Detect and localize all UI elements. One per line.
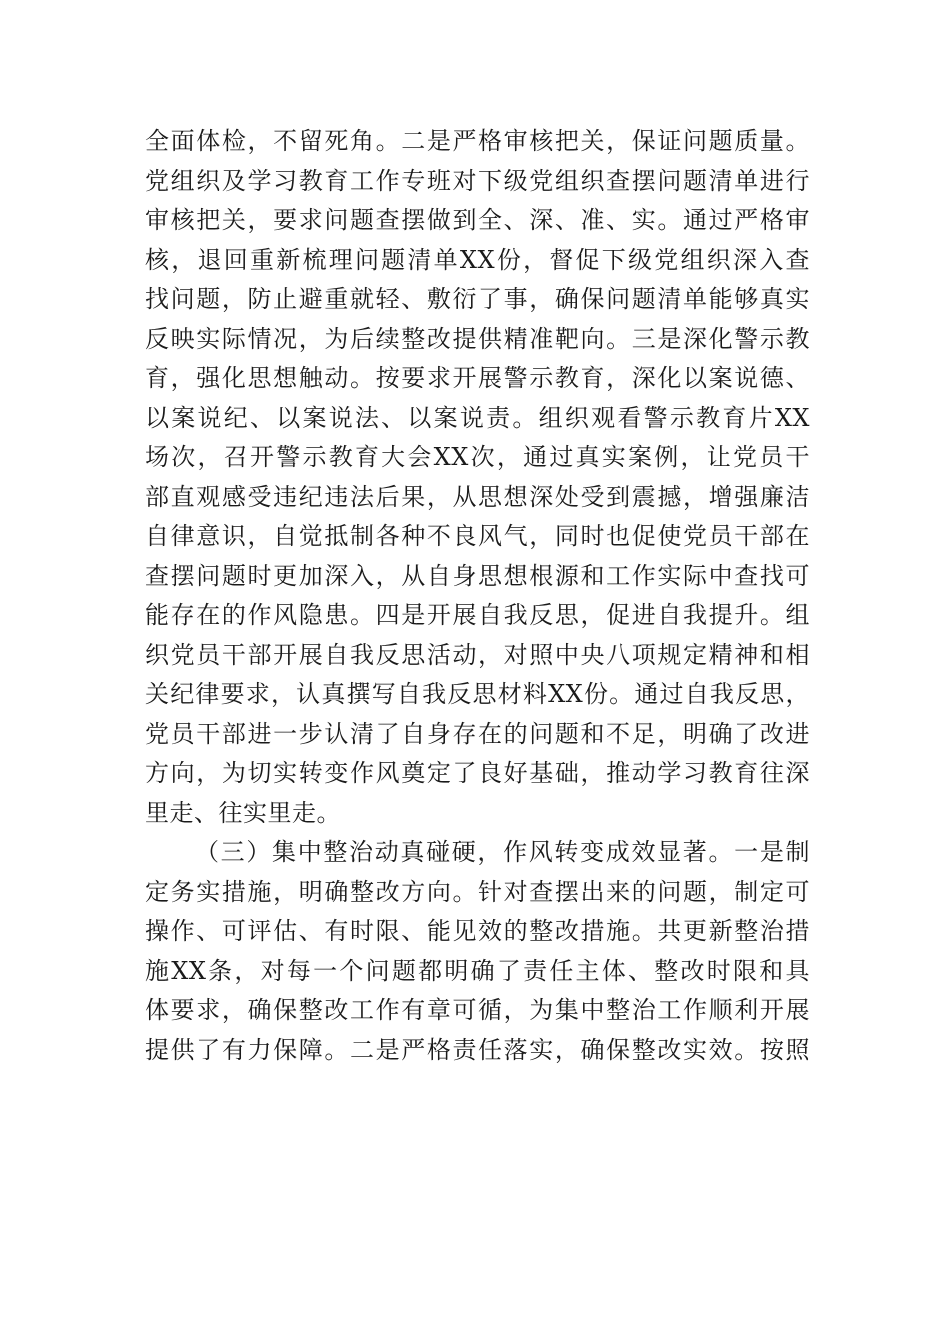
text-line: 织党员干部开展自我反思活动，对照中央八项规定精神和相	[145, 640, 810, 669]
text-line: 方向，为切实转变作风奠定了良好基础，推动学习教育往深	[145, 759, 810, 787]
text-line: 里走、往实里走。	[145, 798, 341, 827]
text-line: 操作、可评估、有时限、能见效的整改措施。共更新整治措	[145, 917, 810, 945]
text-line: 全面体检，不留死角。二是严格审核把关，保证问题质量。	[145, 127, 810, 155]
text-line: 党员干部进一步认清了自身存在的问题和不足，明确了改进	[145, 719, 810, 748]
text-line: 施XX条，对每一个问题都明确了责任主体、整改时限和具	[145, 956, 810, 985]
section-heading-line: （三）集中整治动真碰硬，作风转变成效显著。一是制	[195, 838, 810, 866]
text-line: 审核把关，要求问题查摆做到全、深、准、实。通过严格审	[145, 206, 810, 234]
text-line: 党组织及学习教育工作专班对下级党组织查摆问题清单进行	[145, 166, 810, 195]
text-line: 定务实措施，明确整改方向。针对查摆出来的问题，制定可	[145, 877, 810, 906]
text-line: 能存在的作风隐患。四是开展自我反思，促进自我提升。组	[145, 601, 810, 629]
text-line: 育，强化思想触动。按要求开展警示教育，深化以案说德、	[145, 364, 810, 392]
text-line: 关纪律要求，认真撰写自我反思材料XX份。通过自我反思，	[145, 680, 810, 708]
text-line: 核，退回重新梳理问题清单XX份，督促下级党组织深入查	[145, 245, 810, 274]
text-line: 反映实际情况，为后续整改提供精准靶向。三是深化警示教	[145, 324, 810, 353]
text-line: 找问题，防止避重就轻、敷衍了事，确保问题清单能够真实	[145, 285, 810, 313]
text-line: 自律意识，自觉抵制各种不良风气，同时也促使党员干部在	[145, 522, 810, 550]
text-line: 以案说纪、以案说法、以案说责。组织观看警示教育片XX	[145, 403, 810, 432]
text-line: 部直观感受违纪违法后果，从思想深处受到震撼，增强廉洁	[145, 482, 810, 511]
text-line: 查摆问题时更加深入，从自身思想根源和工作实际中查找可	[145, 561, 810, 590]
document-body	[145, 122, 810, 1070]
text-line: 提供了有力保障。二是严格责任落实，确保整改实效。按照	[145, 1035, 810, 1064]
text-line: 场次，召开警示教育大会XX次，通过真实案例，让党员干	[145, 443, 810, 471]
text-line: 体要求，确保整改工作有章可循，为集中整治工作顺利开展	[145, 996, 810, 1024]
